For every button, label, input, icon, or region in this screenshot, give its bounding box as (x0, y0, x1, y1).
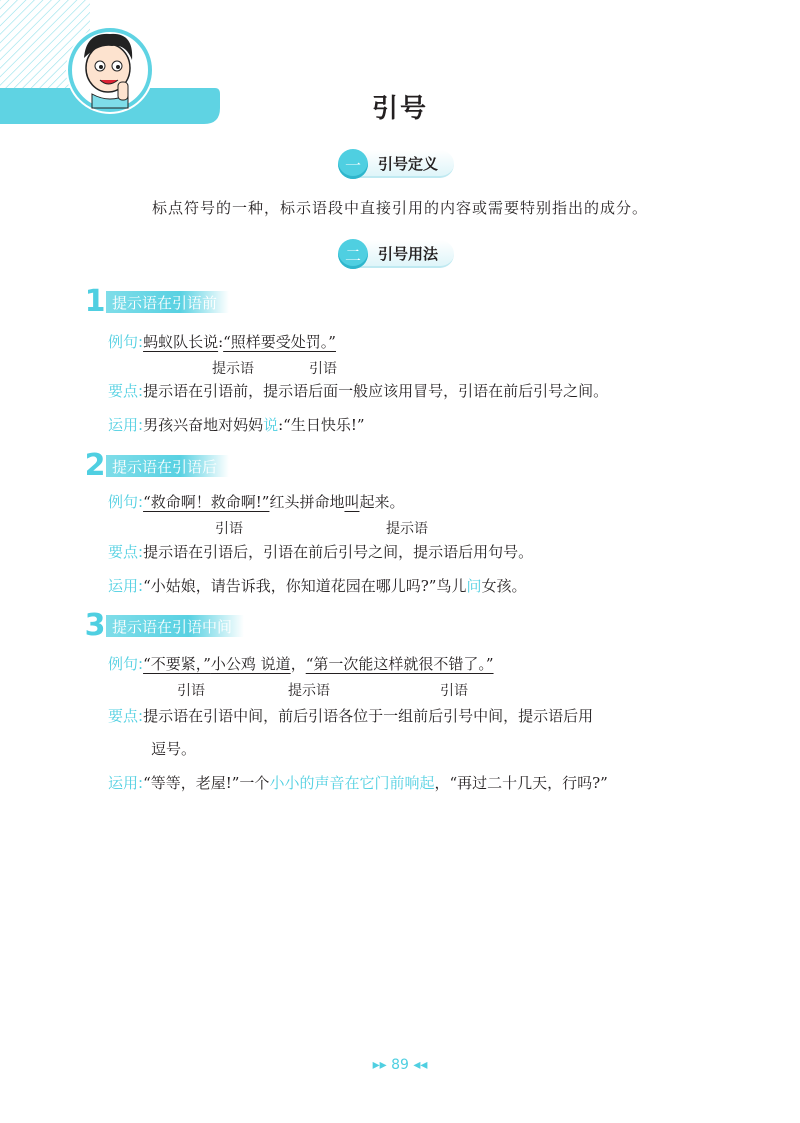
point-row (108, 541, 533, 562)
example-row (108, 653, 494, 674)
page-number-value: 89 (391, 1057, 409, 1073)
section-label: 引号用法 (354, 240, 454, 268)
subsection-title: 提示语在引语后 (106, 455, 229, 477)
subsection-number: 2 (84, 448, 106, 483)
page-title: 引号 (371, 94, 428, 124)
point-text: 提示语在引语前，提示语后面一般应该用冒号，引语在前后引号之间。 (143, 382, 609, 400)
section-number: 二 (338, 239, 368, 269)
tag-cue: 提示语 (212, 361, 254, 377)
arrow-right-icon: ▸▸ (372, 1057, 392, 1073)
subsection-title: 提示语在引语前 (106, 291, 229, 313)
usage-text: ，“再过二十几天，行吗?” (434, 774, 608, 792)
cue-verb: 叫 (344, 493, 360, 511)
subsection-number: 3 (84, 608, 106, 643)
cue-phrase: 蚂蚁队长说 (143, 333, 219, 351)
usage-text: :“生日快乐!” (278, 416, 365, 434)
usage-label: 运用: (108, 416, 144, 434)
point-text: 提示语在引语中间，前后引语各位于一组前后引号中间，提示语后用 (143, 707, 594, 725)
usage-row (108, 414, 365, 435)
usage-highlight: 问 (466, 577, 482, 595)
point-row (108, 380, 608, 401)
example-row (108, 331, 336, 352)
page-number (0, 1057, 800, 1073)
point-label: 要点: (108, 382, 144, 400)
quote-phrase: “救命啊！救命啊!” (143, 493, 270, 511)
point-label: 要点: (108, 543, 144, 561)
cue-phrase: 小公鸡 说道 (210, 655, 291, 673)
tag-quote: 引语 (309, 361, 337, 377)
usage-row (108, 772, 608, 793)
section-header-usage (338, 237, 454, 271)
point-label: 要点: (108, 707, 144, 725)
cue-phrase: 红头拼命地 (269, 493, 345, 511)
example-row (108, 491, 404, 512)
quote-phrase: “不要紧，” (143, 655, 211, 673)
usage-label: 运用: (108, 774, 144, 792)
usage-highlight: 小小的声音在它门前响起 (269, 774, 435, 792)
example-label: 例句: (108, 655, 144, 673)
usage-highlight: 说 (263, 416, 279, 434)
quote-phrase: “第一次能这样就很不错了。” (305, 655, 494, 673)
example-label: 例句: (108, 493, 144, 511)
tag-cue: 提示语 (288, 683, 330, 699)
colon: : (218, 333, 224, 351)
quote-phrase: “照样要受处罚。” (223, 333, 336, 351)
usage-text: “等等，老屋!”一个 (143, 774, 270, 792)
usage-text: 女孩。 (481, 577, 527, 595)
section-header-definition (338, 147, 454, 181)
point-row-continuation: 逗号。 (151, 740, 197, 758)
point-row (108, 705, 593, 726)
sentence-end: 起来。 (359, 493, 405, 511)
definition-text: 标点符号的一种，标示语段中直接引用的内容或需要特别指出的成分。 (151, 199, 648, 217)
tag-cue: 提示语 (386, 521, 428, 537)
tag-quote: 引语 (440, 683, 468, 699)
usage-label: 运用: (108, 577, 144, 595)
subsection-header-3 (84, 608, 244, 643)
example-label: 例句: (108, 333, 144, 351)
section-number: 一 (338, 149, 368, 179)
section-label: 引号定义 (354, 150, 454, 178)
arrow-left-icon: ◂◂ (408, 1057, 428, 1073)
point-text: 提示语在引语后，引语在前后引号之间，提示语后用句号。 (143, 543, 534, 561)
subsection-header-1 (84, 284, 229, 319)
subsection-title: 提示语在引语中间 (106, 615, 244, 637)
usage-text: “小姑娘，请告诉我，你知道花园在哪儿吗?”鸟儿 (143, 577, 467, 595)
subsection-number: 1 (84, 284, 106, 319)
usage-text: 男孩兴奋地对妈妈 (143, 416, 264, 434)
tag-quote: 引语 (177, 683, 205, 699)
usage-row (108, 575, 526, 596)
comma: ， (290, 655, 306, 673)
tag-quote: 引语 (215, 521, 243, 537)
subsection-header-2 (84, 448, 229, 483)
